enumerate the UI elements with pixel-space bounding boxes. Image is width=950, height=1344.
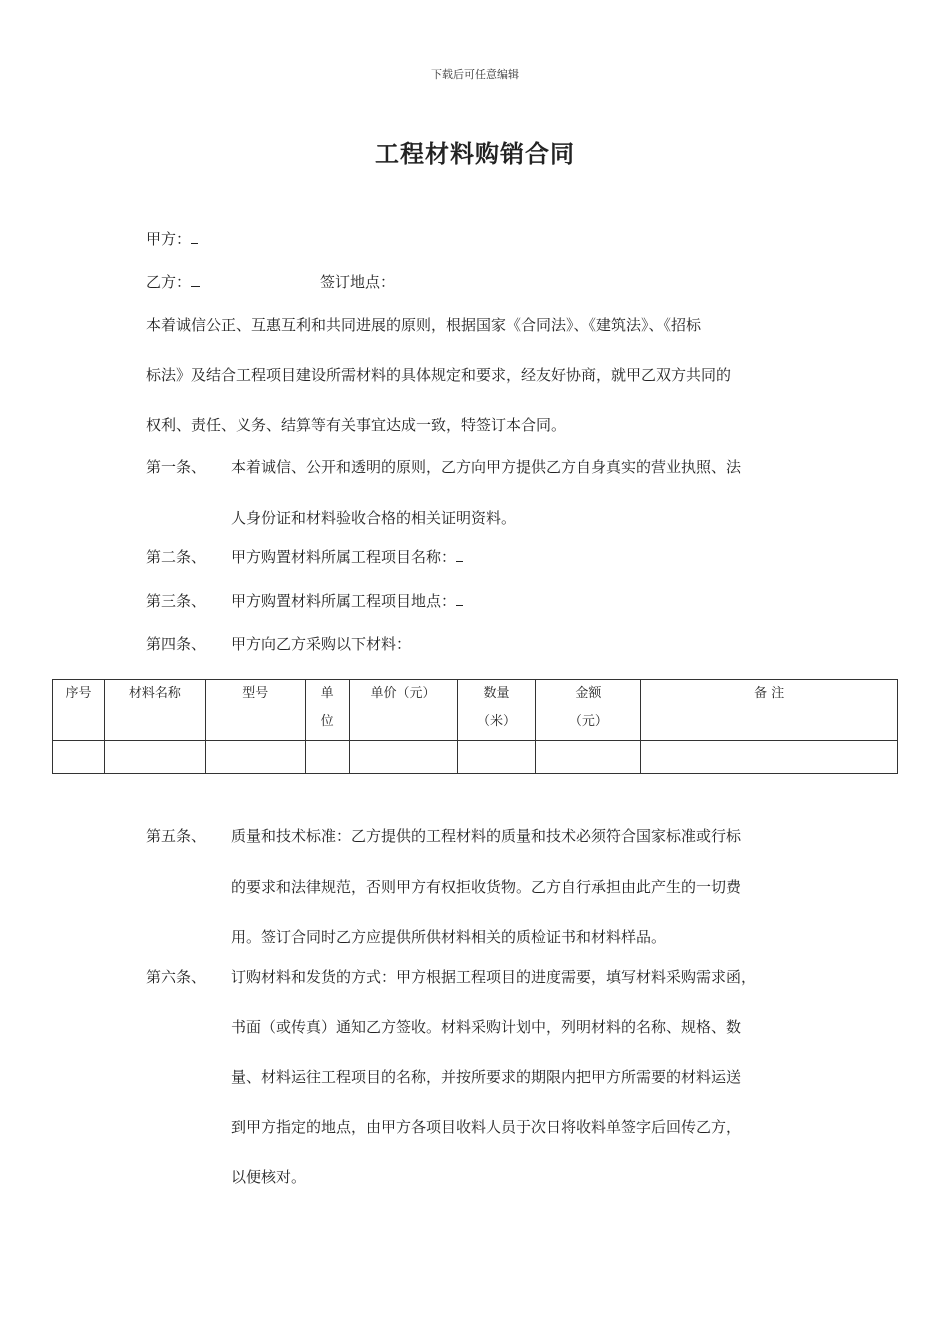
party-a-label: 甲方： <box>146 230 192 248</box>
clause-6-label: 第六条、 <box>146 968 207 986</box>
clause-6-line-3: 量、材料运往工程项目的名称，并按所要求的期限内把甲方所需要的材料运送 <box>231 1068 742 1086</box>
clause-4-line-1: 甲方向乙方采购以下材料： <box>231 635 412 653</box>
project-location-blank[interactable] <box>456 592 463 606</box>
table-header-row <box>53 680 898 741</box>
clause-6-line-1: 订购材料和发货的方式：甲方根据工程项目的进度需要，填写材料采购需求函， <box>231 968 757 986</box>
header-cell-index: 序号 <box>53 680 105 741</box>
party-b-blank[interactable] <box>191 273 200 287</box>
clause-5-line-2: 的要求和法律规范，否则甲方有权拒收货物。乙方自行承担由此产生的一切费 <box>231 878 742 896</box>
clause-1-label: 第一条、 <box>146 458 207 476</box>
table-cell[interactable] <box>53 741 105 774</box>
table-cell[interactable] <box>104 741 205 774</box>
sign-place-label: 签订地点： <box>320 273 396 291</box>
intro-line-1: 本着诚信公正、互惠互利和共同进展的原则，根据国家《合同法》、《建筑法》、《招标 <box>146 316 702 334</box>
table-cell[interactable] <box>305 741 349 774</box>
clause-6-line-4: 到甲方指定的地点，由甲方各项目收料人员于次日将收料单签字后回传乙方， <box>231 1118 742 1136</box>
table-cell[interactable] <box>205 741 305 774</box>
clause-1-line-1: 本着诚信、公开和透明的原则，乙方向甲方提供乙方自身真实的营业执照、法 <box>231 458 742 476</box>
party-a-blank[interactable] <box>191 230 198 244</box>
party-a-line <box>146 228 198 249</box>
header-cell-remarks: 备 注 <box>641 680 898 741</box>
table-cell[interactable] <box>457 741 536 774</box>
clause-2-label: 第二条、 <box>146 548 207 566</box>
intro-line-3: 权利、责任、义务、结算等有关事宜达成一致，特签订本合同。 <box>146 416 567 434</box>
materials-table <box>52 679 898 774</box>
clause-6-line-5: 以便核对。 <box>231 1168 307 1186</box>
header-cell-unit-price: 单价（元） <box>349 680 457 741</box>
project-name-blank[interactable] <box>456 548 463 562</box>
clause-4-label: 第四条、 <box>146 635 207 653</box>
clause-2-line-1 <box>231 546 463 567</box>
table-cell[interactable] <box>536 741 641 774</box>
clause-5-line-1: 质量和技术标准：乙方提供的工程材料的质量和技术必须符合国家标准或行标 <box>231 827 742 845</box>
party-b-line <box>146 271 200 292</box>
header-note: 下载后可任意编辑 <box>431 68 519 81</box>
clause-5-line-3: 用。签订合同时乙方应提供所供材料相关的质检证书和材料样品。 <box>231 928 667 946</box>
document-title: 工程材料购销合同 <box>375 140 575 168</box>
clause-3-line-1 <box>231 590 463 611</box>
table-cell[interactable] <box>349 741 457 774</box>
header-cell-material-name: 材料名称 <box>104 680 205 741</box>
header-cell-quantity: 数量 （米） <box>457 680 536 741</box>
table-row <box>53 741 898 774</box>
table-cell[interactable] <box>641 741 898 774</box>
clause-6-line-2: 书面（或传真）通知乙方签收。材料采购计划中，列明材料的名称、规格、数 <box>231 1018 742 1036</box>
header-cell-amount: 金额 （元） <box>536 680 641 741</box>
header-cell-model: 型号 <box>205 680 305 741</box>
clause-5-label: 第五条、 <box>146 827 207 845</box>
clause-1-line-2: 人身份证和材料验收合格的相关证明资料。 <box>231 509 517 527</box>
party-b-label: 乙方： <box>146 273 192 291</box>
intro-line-2: 标法》及结合工程项目建设所需材料的具体规定和要求，经友好协商，就甲乙双方共同的 <box>146 366 732 384</box>
clause-2-text: 甲方购置材料所属工程项目名称： <box>231 548 457 566</box>
header-cell-unit: 单 位 <box>305 680 349 741</box>
clause-3-label: 第三条、 <box>146 592 207 610</box>
clause-3-text: 甲方购置材料所属工程项目地点： <box>231 592 457 610</box>
